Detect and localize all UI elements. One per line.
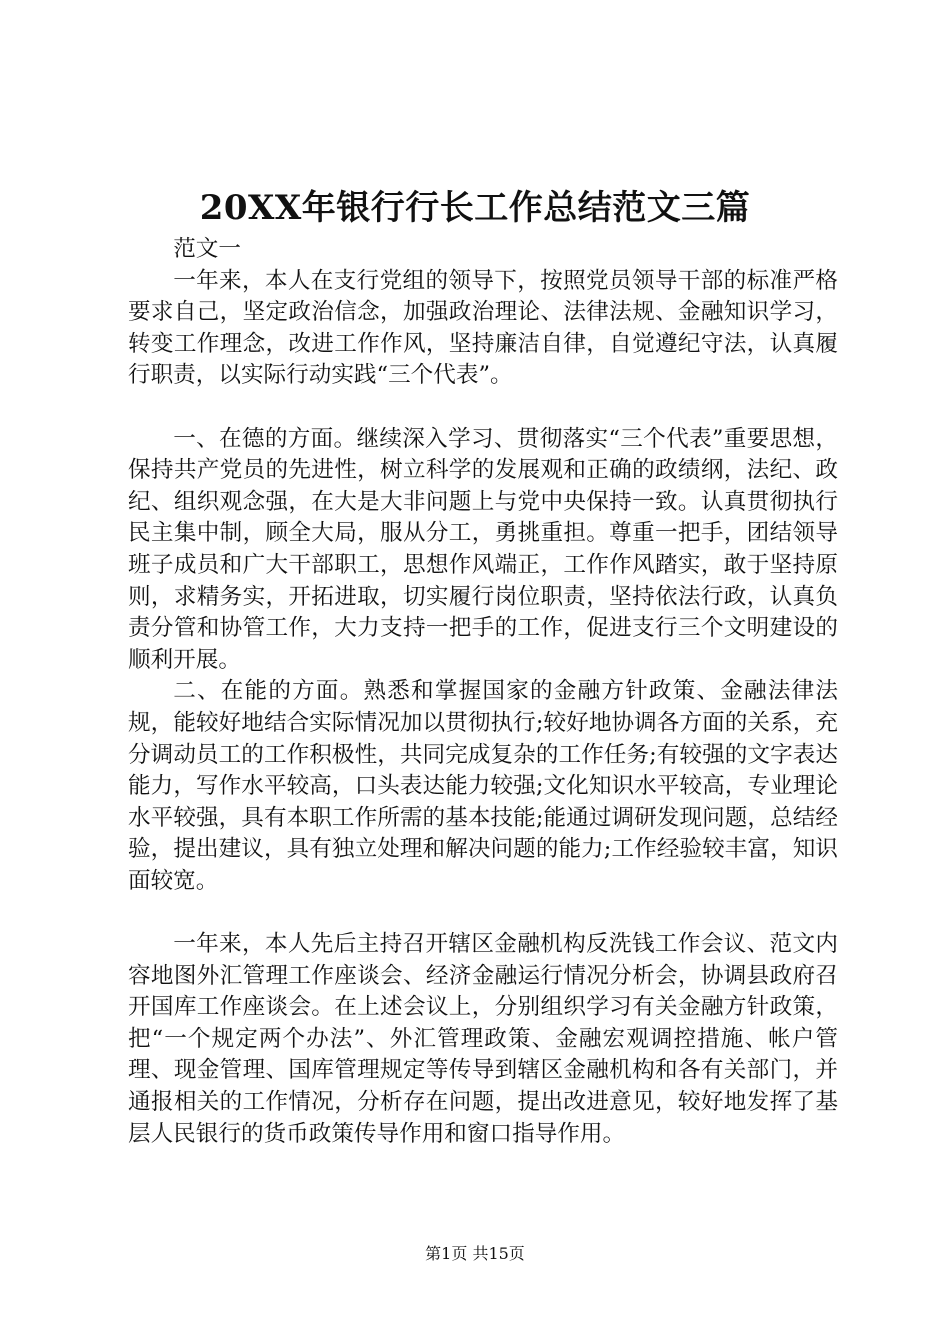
- section-label: 范文一: [173, 236, 241, 262]
- document-title: 20XX年银行行长工作总结范文三篇: [199, 188, 751, 228]
- paragraph-meetings: 一年来，本人先后主持召开辖区金融机构反洗钱工作会议、范文内容地图外汇管理工作座谈会、经济金融运行情况分析会，协调县政府召开国库工作座谈会。在上述会议上，分别组织学习有关金融方针政策，把“一个规定两个办法”、外汇管理政策、金融宏观调控措施、帐户管理、现金管理、国库管理规定等传导到辖区金融机构和各有关部门，并通报相关的工作情况，分析存在问题，提出改进意见，较好地发挥了基层人民银行的货币政策传导作用和窗口指导作用。: [128, 931, 838, 1147]
- document-body: [128, 234, 838, 1150]
- page-footer: 第1页 共15页: [425, 1244, 525, 1263]
- paragraph-virtue: 一、在德的方面。继续深入学习、贯彻落实“三个代表”重要思想，保持共产党员的先进性，树立科学的发展观和正确的政绩纲，法纪、政纪、组织观念强，在大是大非问题上与党中央保持一致。认真贯彻执行民主集中制，顾全大局，服从分工，勇挑重担。尊重一把手，团结领导班子成员和广大干部职工，思想作风端正，工作作风踏实，敢于坚持原则，求精务实，开拓进取，切实履行岗位职责，坚持依法行政，认真负责分管和协管工作，大力支持一把手的工作，促进支行三个文明建设的顺利开展。: [128, 425, 838, 673]
- paragraph-intro: 一年来，本人在支行党组的领导下，按照党员领导干部的标准严格要求自己，坚定政治信念，加强政治理论、法律法规、金融知识学习，转变工作理念，改进工作作风，坚持廉洁自律，自觉遵纪守法，认真履行职责，以实际行动实践“三个代表”。: [128, 267, 838, 389]
- paragraph-ability: 二、在能的方面。熟悉和掌握国家的金融方针政策、金融法律法规，能较好地结合实际情况加以贯彻执行;较好地协调各方面的关系，充分调动员工的工作积极性，共同完成复杂的工作任务;有较强的文字表达能力，写作水平较高，口头表达能力较强;文化知识水平较高，专业理论水平较强，具有本职工作所需的基本技能;能通过调研发现问题，总结经验，提出建议，具有独立处理和解决问题的能力;工作经验较丰富，知识面较宽。: [128, 678, 838, 894]
